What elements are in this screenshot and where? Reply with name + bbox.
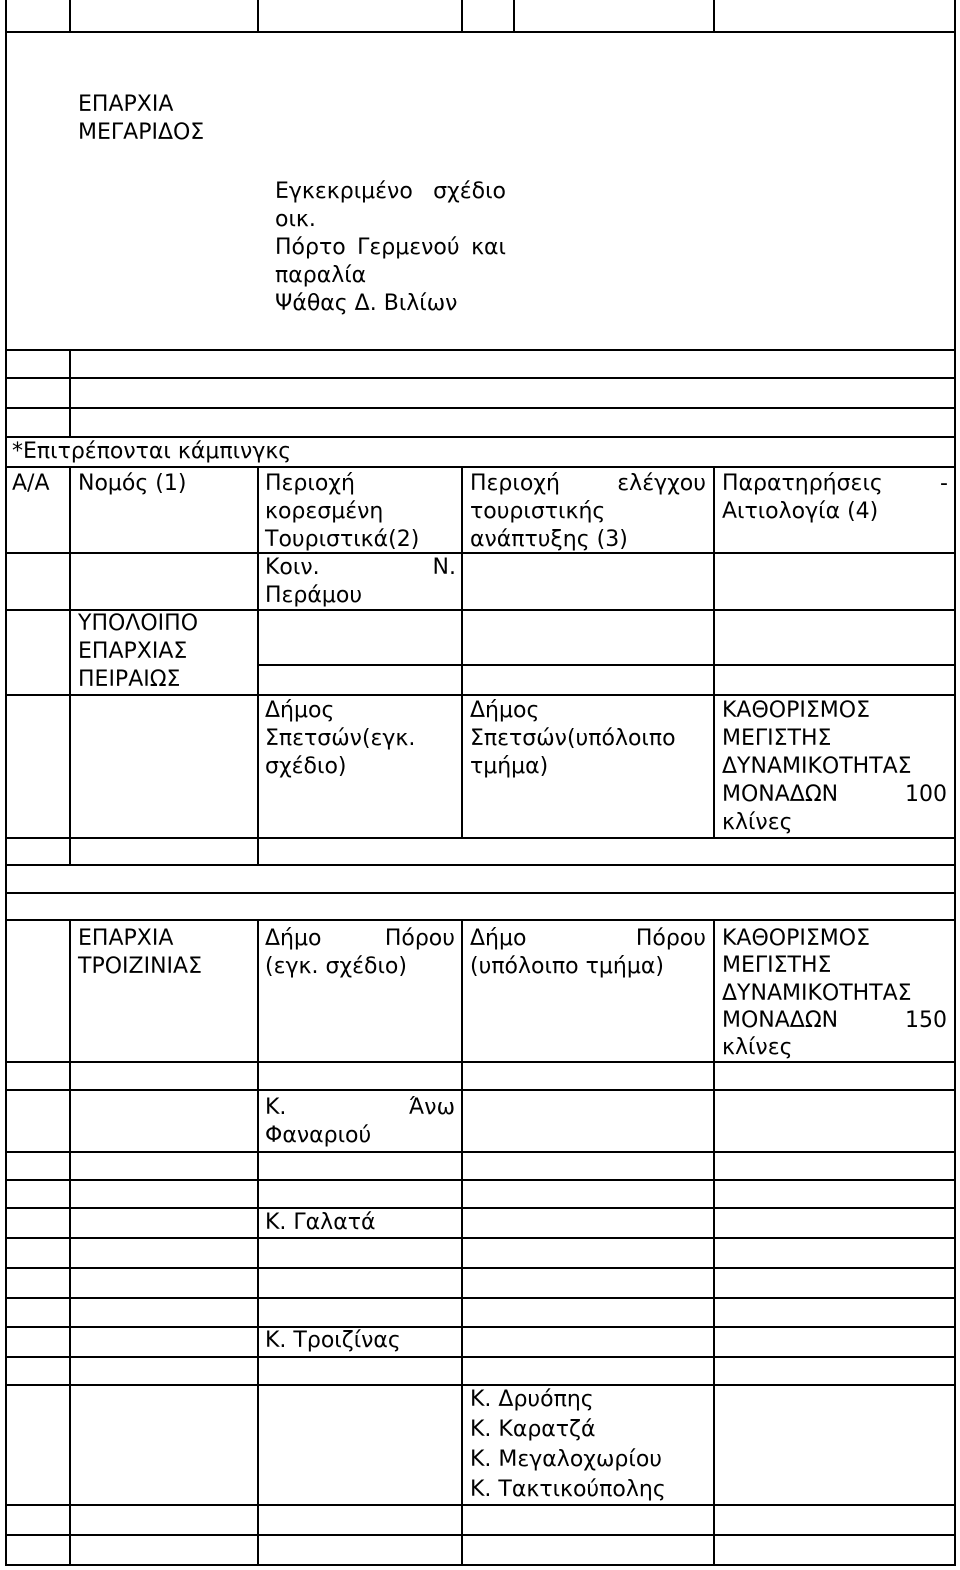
perama-line: Κοιν. Ν. [265,555,456,580]
header-line: τουριστικής [470,499,606,524]
table-rule-horizontal [5,407,956,409]
district-line: ΥΠΟΛΟΙΠΟ [78,611,199,636]
perama-line: Περάμου [265,583,363,608]
galatas-cell [265,1209,375,1237]
area-line: οικ. [275,207,316,232]
area-line: παραλία [275,263,367,288]
district-piraeus-cell [78,610,198,694]
district-line: ΤΡΟΙΖΙΝΙΑΣ [78,954,202,979]
troizina-cell [265,1327,401,1355]
header-line: Περιοχή ελέγχου [470,471,706,496]
community-line: Κ. Μεγαλοχωρίου [470,1447,663,1472]
table-rule-horizontal [5,377,956,379]
table-rule-horizontal [5,552,956,554]
table-rule-horizontal [5,1326,956,1328]
table-rule-vertical [713,0,715,33]
area-line: Πόρτο Γερμενού και [275,235,506,260]
perama-cell [265,554,456,610]
table-rule-vertical [69,919,71,1566]
header-line: Τουριστικά(2) [265,527,420,552]
table-rule-horizontal [5,1237,956,1239]
poros-saturated-cell [265,925,455,981]
district-line: ΠΕΙΡΑΙΩΣ [78,667,181,692]
table-rule-horizontal [5,892,956,894]
table-rule-horizontal [5,1179,956,1181]
header-prefecture [78,470,186,498]
community-line: Φαναριού [265,1123,372,1148]
table-rule-vertical [69,466,71,866]
header-control-area [470,470,706,554]
table-rule-horizontal [5,1384,956,1386]
spetses-remarks-cell [722,697,947,837]
remarks-line: ΔΥΝΑΜΙΚΟΤΗΤΑΣ [722,754,912,779]
table-rule-horizontal [5,1207,956,1209]
spetses-saturated-cell [265,697,455,781]
area-line: Ψάθας Δ. Βιλίων [275,291,458,316]
spetses-line: Σπετσών(υπόλοιπο [470,726,676,751]
community-line: Κ. Άνω [265,1095,455,1120]
remarks-line: ΜΟΝΑΔΩΝ 100 [722,782,947,807]
community-line: Κ. Καρατζά [470,1417,596,1442]
table-rule-vertical [257,466,259,866]
table-rule-horizontal [5,694,956,696]
table-rule-vertical [461,466,463,839]
remarks-line: ΚΑΘΟΡΙΣΜΟΣ [722,926,870,951]
ano-fanari-cell [265,1094,455,1150]
header-line: κορεσμένη [265,499,384,524]
table-rule-horizontal [5,1267,956,1269]
table-rule-vertical [5,0,7,1566]
district-line: ΕΠΑΡΧΙΑΣ [78,639,188,664]
community-line: Κ. Δρυόπης [470,1387,594,1412]
district-line: ΕΠΑΡΧΙΑ [78,926,174,951]
header-saturated-area [265,470,455,554]
poros-line: Δήμο Πόρου [265,926,455,951]
district-line: ΜΕΓΑΡΙΔΟΣ [78,120,205,145]
remarks-line: ΚΑΘΟΡΙΣΜΟΣ [722,698,870,723]
table-rule-vertical [713,919,715,1566]
table-rule-vertical [461,919,463,1566]
table-rule-vertical [513,0,515,33]
table-rule-horizontal [5,1504,956,1506]
district-line: ΕΠΑΡΧΙΑ [78,92,174,117]
district-megaridos-cell [78,91,204,147]
area-line: Εγκεκριμένο σχέδιο [275,179,506,204]
table-rule-horizontal [5,436,956,438]
table-rule-horizontal [5,919,956,921]
table-rule-horizontal [5,1089,956,1091]
district-troizinia-cell [78,925,202,981]
header-index-label: Α/Α [12,471,50,496]
spetses-control-cell [470,697,706,781]
poros-line: Δήμο Πόρου [470,926,706,951]
table-rule-vertical [713,466,715,839]
footnote-text: *Επιτρέπονται κάμπινγκς [12,439,292,464]
table-rule-horizontal [5,31,956,33]
table-rule-horizontal [5,1151,956,1153]
remarks-line: ΔΥΝΑΜΙΚΟΤΗΤΑΣ [722,980,912,1006]
remarks-line: ΜΕΓΙΣΤΗΣ [722,726,832,751]
table-rule-horizontal [5,1356,956,1358]
remarks-line: ΜΟΝΑΔΩΝ 150 [722,1007,947,1033]
header-line: Αιτιολογία (4) [722,499,879,524]
table-rule-vertical [954,0,956,1566]
table-rule-vertical [257,0,259,33]
control-communities-cell [470,1385,706,1505]
poros-remarks-cell [722,925,947,1061]
table-rule-horizontal [5,1297,956,1299]
table-rule-vertical [69,349,71,438]
community-line: Κ. Τροιζίνας [265,1328,401,1353]
header-remarks [722,470,948,526]
table-rule-horizontal [5,1534,956,1536]
table-rule-vertical [461,0,463,33]
table-rule-vertical [69,0,71,33]
table-rule-horizontal [5,864,956,866]
header-index [12,470,50,498]
table-rule-horizontal [5,609,956,611]
table-rule-horizontal [5,466,956,468]
community-line: Κ. Γαλατά [265,1210,376,1235]
header-line: Παρατηρήσεις - [722,471,948,496]
spetses-line: Δήμος [470,698,540,723]
megaridos-saturated-area-cell [275,178,506,318]
table-rule-horizontal [5,1564,956,1566]
remarks-line: κλίνες [722,810,793,835]
spetses-line: σχέδιο) [265,754,347,779]
community-line: Κ. Τακτικούπολης [470,1477,666,1502]
remarks-line: κλίνες [722,1035,793,1061]
header-line: ανάπτυξης (3) [470,527,628,552]
header-line: Περιοχή [265,471,355,496]
poros-control-cell [470,925,706,981]
table-rule-horizontal [5,1061,956,1063]
table-rule-vertical [257,919,259,1566]
table-rule-horizontal [5,349,956,351]
poros-line: (εγκ. σχέδιο) [265,954,407,979]
poros-line: (υπόλοιπο τμήμα) [470,954,664,979]
remarks-line: ΜΕΓΙΣΤΗΣ [722,953,832,979]
table-rule-horizontal [5,837,956,839]
spetses-line: τμήμα) [470,754,549,779]
table-rule-horizontal [257,664,956,666]
spetses-line: Δήμος [265,698,335,723]
header-prefecture-label: Νομός (1) [78,471,187,496]
spetses-line: Σπετσών(εγκ. [265,726,416,751]
footnote-camping [12,438,291,466]
